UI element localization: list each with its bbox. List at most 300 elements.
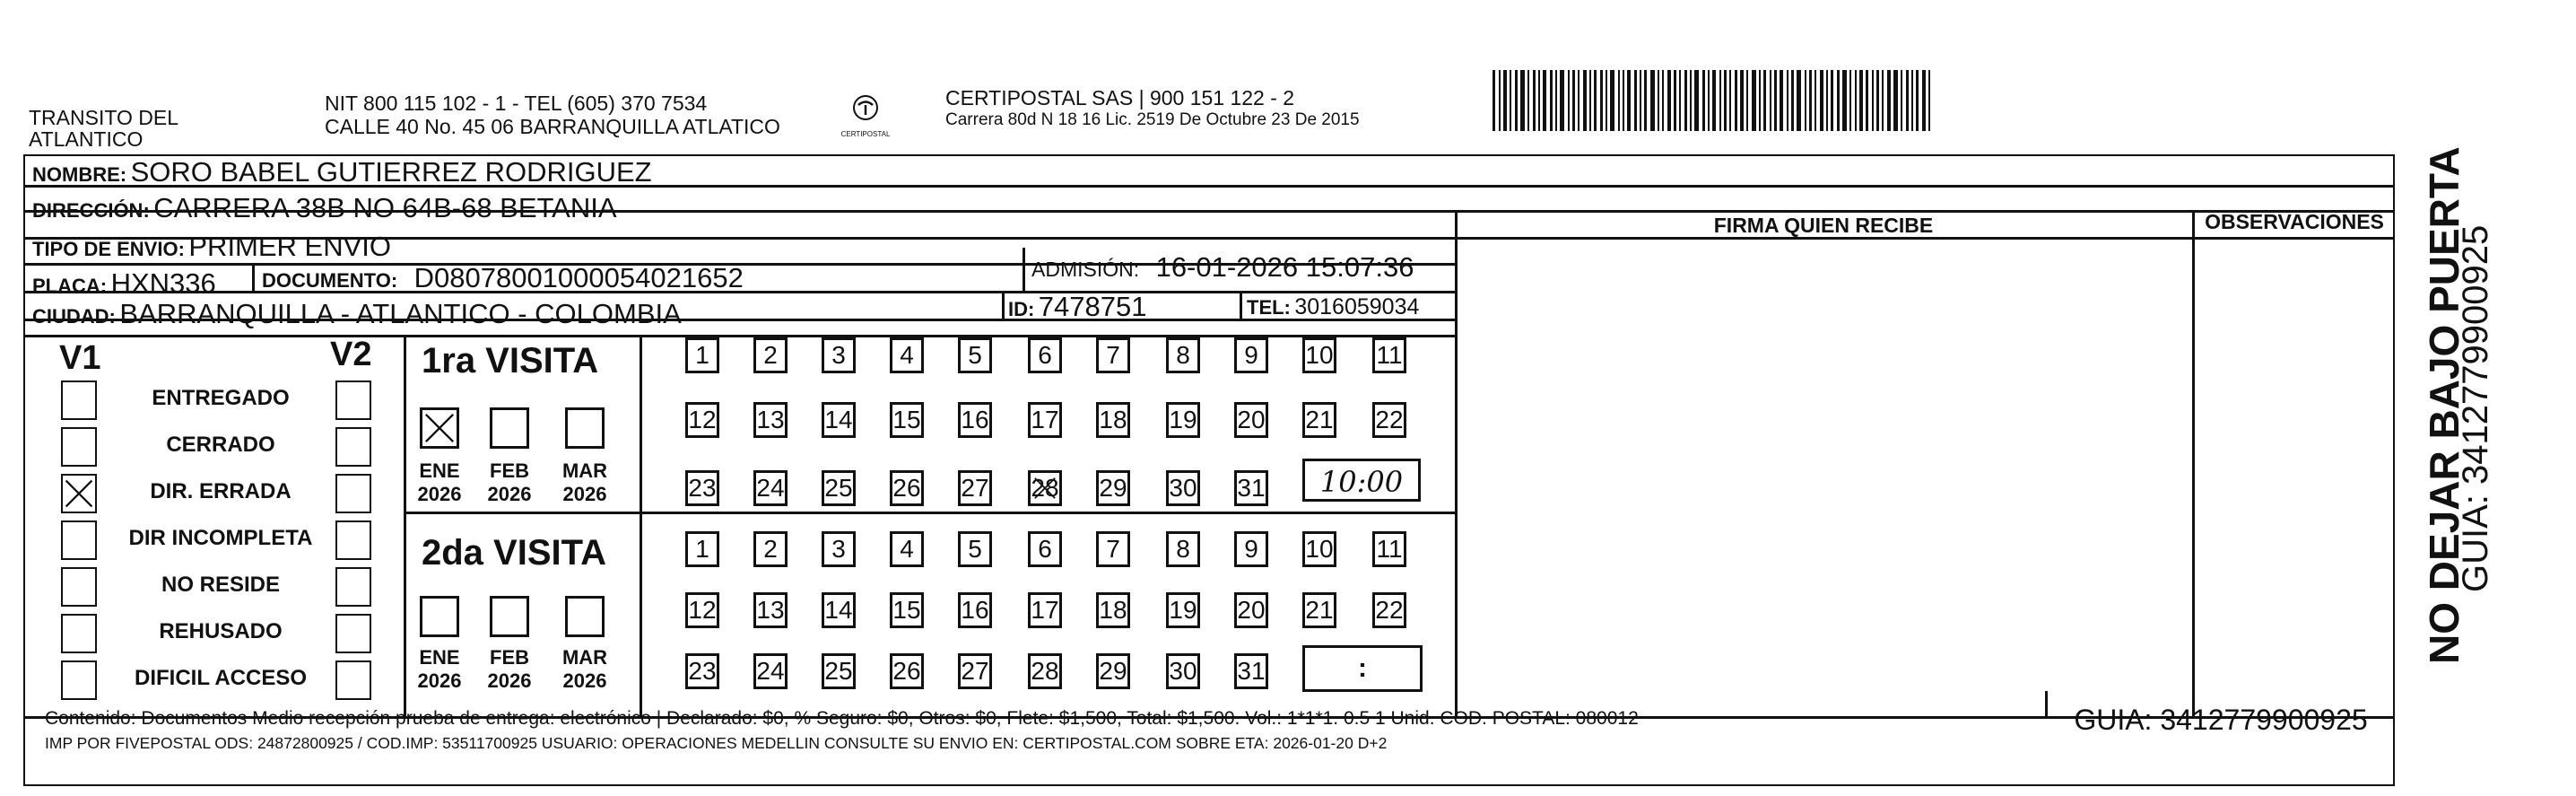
barcode-bar [1644,70,1647,131]
certipostal-logo-icon [834,90,897,144]
barcode-bar [1729,70,1731,131]
day-box[interactable] [822,531,856,567]
tel-value: 3016059034 [1294,294,1420,319]
v2-checkbox[interactable] [335,474,371,513]
barcode-bar [1922,70,1926,131]
day-number: 14 [824,596,853,624]
day-number: 27 [961,657,989,685]
day-box[interactable] [753,653,788,689]
day-number: 10 [1305,535,1334,563]
day-box[interactable] [958,592,992,628]
barcode-bar [1690,70,1692,131]
license-line: Carrera 80d N 18 16 Lic. 2519 De Octubre 23 De 2015 [945,110,1360,129]
day-box[interactable] [1096,402,1130,438]
barcode-bar [1763,70,1766,131]
rule [1023,248,1025,293]
month-checkbox[interactable] [490,407,529,449]
cross-mark-icon [63,476,95,512]
day-box[interactable] [753,337,788,373]
barcode-bar [1797,70,1801,131]
day-number: 3 [831,535,846,563]
barcode-bar [1662,70,1664,131]
tel-label: TEL: [1247,296,1291,319]
barcode-bar [1849,70,1851,131]
month-label [560,646,610,694]
barcode-bar [1855,70,1857,131]
day-number: 1 [695,535,709,563]
status-option-label: CERRADO [166,433,275,457]
signature-area[interactable] [1458,241,2190,716]
day-box[interactable] [1028,592,1062,628]
month-name: MAR [561,459,608,482]
day-number: 11 [1376,341,1403,369]
barcode-bar [1719,70,1721,131]
barcode-bar [1533,70,1536,131]
v1-checkbox[interactable] [61,520,97,560]
barcode-bar [1634,70,1637,131]
barcode-bar [1650,70,1655,131]
v2-checkbox[interactable] [335,381,371,420]
admision-label: ADMISIÓN: [1031,258,1140,281]
barcode-bar [1578,70,1580,131]
no-dejar-bajo-puerta: NO DEJAR BAJO PUERTA [2421,146,2467,664]
month-label [484,459,535,507]
barcode-bar [1815,70,1816,131]
day-number: 31 [1237,657,1266,685]
barcode [1493,70,1933,131]
barcode-bar [1568,70,1570,131]
day-box[interactable] [890,470,924,506]
day-number: 9 [1244,535,1258,563]
second-visit-time-box[interactable] [1302,645,1423,692]
tel-row [1247,296,1419,319]
day-box[interactable] [685,402,719,438]
day-box[interactable] [685,470,719,506]
day-box[interactable] [1028,337,1062,373]
day-box[interactable] [1234,531,1268,567]
day-number: 28 [1031,657,1059,685]
day-box[interactable] [1302,592,1336,628]
id-label: ID: [1008,298,1035,320]
day-box[interactable] [822,402,856,438]
day-number: 18 [1099,596,1127,624]
direccion-row [32,194,617,222]
barcode-bar [1746,70,1748,131]
day-number: 14 [824,406,853,433]
barcode-bar [1560,70,1564,131]
barcode-bar [1787,70,1788,131]
v1-label: V1 [59,339,101,377]
barcode-bar [1708,70,1710,131]
barcode-bar [1527,70,1529,131]
day-number: 13 [756,596,785,624]
barcode-bar [1589,70,1591,131]
day-box[interactable] [822,470,856,506]
observaciones-area[interactable] [2196,241,2393,716]
barcode-bar [1759,70,1761,131]
first-visit-title: 1ra VISITA [422,341,599,381]
day-number: 3 [831,341,846,369]
day-box[interactable] [1302,531,1336,567]
month-name: FEB [490,459,529,482]
month-checkbox[interactable] [420,407,459,449]
day-box[interactable] [958,337,992,373]
rule [1455,210,1458,718]
month-year: 2026 [562,669,607,693]
day-number: 8 [1176,341,1190,369]
day-number: 31 [1237,474,1266,502]
day-number: 30 [1169,657,1197,685]
day-number: 24 [756,657,785,685]
barcode-bar [1831,70,1833,131]
day-number: 8 [1176,535,1190,563]
status-option-label: DIFICIL ACCESO [134,666,307,690]
barcode-bar [1538,70,1540,131]
day-number: 24 [756,474,785,502]
day-number: 6 [1038,341,1052,369]
day-box[interactable] [753,531,788,567]
day-box[interactable] [1302,402,1336,438]
day-box[interactable] [1372,402,1406,438]
side-guia: GUIA: 3412779900925 [2456,224,2495,592]
barcode-bar [1809,70,1812,131]
barcode-bar [1780,70,1783,131]
contenido-line: Contenido: Documentos Medio recepción prueba de entrega: electrónico | Declarado: $0, % Seguro: $0, Otros: $0, Flete: $1,500, Total: $1,500. Vol.: 1*1*1. 0.5 1 Unid. COD. POSTAL: 080012 [45,708,1639,729]
firma-label: FIRMA QUIEN RECIBE [1713,214,1934,237]
day-number: 29 [1099,657,1127,685]
month-year: 2026 [417,483,462,506]
month-name: MAR [561,646,608,669]
company-line: CERTIPOSTAL SAS | 900 151 122 - 2 [945,86,1295,109]
month-year: 2026 [562,483,607,506]
day-box[interactable] [822,653,856,689]
id-row [1008,293,1146,320]
barcode-bar [1859,70,1863,131]
second-visit-title: 2da VISITA [422,533,606,573]
day-number: 25 [824,474,853,502]
month-checkbox[interactable] [490,596,529,637]
day-number: 16 [961,406,989,433]
imp-line: IMP POR FIVEPOSTAL ODS: 24872800925 / COD.IMP: 53511700925 USUARIO: OPERACIONES MEDELLIN CONSULTE SU ENVIO EN: CERTIPOSTAL.COM SOBRE ETA: 2026-01-20 D+2 [45,734,1388,752]
day-box[interactable] [685,653,719,689]
barcode-bar [1594,70,1597,131]
day-box[interactable] [1096,337,1130,373]
id-value: 7478751 [1038,291,1147,322]
barcode-bar [1752,70,1756,131]
day-number: 2 [763,341,778,369]
barcode-bar [1791,70,1794,131]
day-box[interactable] [1096,531,1130,567]
day-box[interactable] [1234,653,1268,689]
day-box[interactable] [1166,592,1200,628]
day-number: 1 [695,341,709,369]
org-name-line2: ATLANTICO [29,127,144,151]
day-box[interactable] [890,653,924,689]
direccion-label: DIRECCIÓN: [32,199,150,222]
ciudad-row [32,300,682,328]
barcode-bar [1627,70,1631,131]
day-number: 18 [1099,406,1127,433]
day-number: 29 [1099,474,1127,502]
day-box[interactable] [685,337,719,373]
org-name-line1: TRANSITO DEL [29,106,178,129]
tipo-envio-value: PRIMER ENVIO [188,231,392,262]
day-box[interactable] [1028,531,1062,567]
day-box[interactable] [1166,402,1200,438]
month-label [414,459,465,507]
day-box[interactable] [753,592,788,628]
month-name: ENE [419,646,460,669]
day-box[interactable] [1234,337,1268,373]
day-box[interactable] [822,592,856,628]
v2-checkbox[interactable] [335,614,371,653]
ciudad-label: CIUDAD: [32,305,116,328]
barcode-bar [1674,70,1676,131]
month-name: ENE [419,459,460,482]
barcode-bar [1694,70,1699,131]
status-option-label: DIR. ERRADA [150,479,292,503]
month-label [414,646,465,694]
rule [1240,291,1242,320]
barcode-bar [1520,70,1525,131]
month-checkbox[interactable] [565,596,605,637]
day-number: 5 [968,341,982,369]
barcode-bar [1583,70,1587,131]
v2-checkbox[interactable] [335,567,371,607]
day-number: 6 [1038,535,1052,563]
barcode-bar [1623,70,1624,131]
documento-label: DOCUMENTO: [262,269,398,292]
barcode-bar [1515,70,1518,131]
barcode-bar [1820,70,1823,131]
status-option-label: ENTREGADO [152,386,290,410]
day-box[interactable] [890,337,924,373]
v1-checkbox[interactable] [61,381,97,420]
v2-checkbox[interactable] [335,520,371,560]
placa-value: HXN336 [110,267,216,299]
day-box[interactable] [1166,470,1200,506]
barcode-bar [1684,70,1687,131]
barcode-bar [1893,70,1898,131]
first-visit-time: 10:00 [1319,465,1404,499]
v2-checkbox[interactable] [335,660,371,700]
documento-value: D08078001000054021652 [413,262,744,293]
tipo-envio-label: TIPO DE ENVIO: [32,238,185,260]
day-number: 21 [1305,406,1334,433]
tipo-envio-row [32,232,391,260]
barcode-bar [1606,70,1607,131]
barcode-bar [1928,70,1930,131]
day-box[interactable] [685,592,719,628]
v2-label: V2 [330,336,372,373]
rule [2192,210,2195,718]
day-number: 16 [961,596,989,624]
day-box[interactable] [753,402,788,438]
day-number: 4 [900,535,914,563]
day-number: 19 [1169,596,1197,624]
barcode-bar [1510,70,1511,131]
footer-guia: GUIA: 3412779900925 [2074,704,2368,736]
v2-checkbox[interactable] [335,427,371,467]
barcode-bar [1866,70,1868,131]
day-box[interactable] [958,470,992,506]
day-box[interactable] [890,402,924,438]
day-number: 2 [763,535,778,563]
day-box[interactable] [1096,470,1130,506]
barcode-bar [1658,70,1659,131]
day-box[interactable] [1166,531,1200,567]
barcode-bar [1770,70,1771,131]
admision-row [1031,253,1414,281]
month-label [560,459,610,507]
day-number: 17 [1031,406,1059,433]
second-visit-time: : [1358,653,1367,683]
v1-checkbox[interactable] [61,427,97,467]
v1-checkbox[interactable] [61,567,97,607]
barcode-bar [1911,70,1913,131]
v1-checkbox[interactable] [61,614,97,653]
nombre-value: SORO BABEL GUTIERREZ RODRIGUEZ [130,156,652,188]
cross-mark-icon [1032,475,1057,502]
month-year: 2026 [487,669,532,693]
day-number: 13 [756,406,785,433]
day-number: 7 [1106,535,1120,563]
cross-mark-icon [422,410,457,446]
day-box[interactable] [1234,470,1268,506]
day-box[interactable] [1372,337,1406,373]
v1-checkbox[interactable] [61,474,97,513]
rule [252,263,255,293]
day-box[interactable] [890,592,924,628]
day-box[interactable] [1372,592,1406,628]
placa-row [32,269,216,297]
day-box[interactable] [1166,337,1200,373]
barcode-bar [1724,70,1727,131]
day-number: 21 [1305,596,1334,624]
barcode-bar [1916,70,1919,131]
barcode-bar [1740,70,1744,131]
day-number: 20 [1237,596,1266,624]
day-box[interactable] [1302,337,1336,373]
barcode-bar [1640,70,1641,131]
day-box[interactable] [1096,592,1130,628]
barcode-bar [1493,70,1495,131]
day-box[interactable] [958,531,992,567]
day-number: 7 [1106,341,1120,369]
day-box[interactable] [1028,653,1062,689]
month-name: FEB [490,646,529,669]
barcode-bar [1667,70,1671,131]
rule [1455,237,2395,240]
barcode-bar [1555,70,1557,131]
day-number: 22 [1375,596,1404,624]
day-box[interactable] [958,653,992,689]
nombre-row [32,158,652,186]
day-box[interactable] [822,337,856,373]
barcode-bar [1882,70,1884,131]
day-cross-mark [1032,475,1057,502]
day-box[interactable] [1372,531,1406,567]
day-box[interactable] [958,402,992,438]
day-number: 10 [1305,341,1334,369]
placa-label: PLACA: [32,275,108,297]
day-number: 22 [1375,406,1404,433]
month-label [484,646,535,694]
barcode-bar [1901,70,1902,131]
barcode-bar [1618,70,1620,131]
day-number: 12 [688,406,717,433]
barcode-bar [1503,70,1507,131]
barcode-bar [1805,70,1806,131]
day-box[interactable] [890,531,924,567]
barcode-bar [1712,70,1716,131]
day-box[interactable] [1166,653,1200,689]
barcode-bar [1774,70,1777,131]
day-number: 9 [1244,341,1258,369]
barcode-bar [1679,70,1681,131]
barcode-bar [1572,70,1575,131]
rule [1002,291,1005,320]
rule [404,512,1457,514]
admision-value: 16-01-2026 15:07:36 [1155,251,1414,283]
day-box[interactable] [685,531,719,567]
barcode-bar [1610,70,1614,131]
day-box[interactable] [1096,653,1130,689]
month-checkbox[interactable] [420,596,459,637]
day-number: 12 [688,596,717,624]
day-box[interactable] [753,470,788,506]
day-box[interactable] [1234,402,1268,438]
status-option-label: REHUSADO [159,619,283,643]
barcode-bar [1543,70,1546,131]
day-box[interactable] [1028,402,1062,438]
barcode-bar [1600,70,1603,131]
svg-text:CERTIPOSTAL: CERTIPOSTAL [840,130,891,138]
direccion-value: CARRERA 38B NO 64B-68 BETANIA [153,192,617,223]
month-checkbox[interactable] [565,407,605,449]
day-number: 19 [1169,406,1197,433]
day-box[interactable] [1234,592,1268,628]
month-year: 2026 [487,483,532,506]
barcode-bar [1499,70,1501,131]
day-number: 28 [1031,474,1059,502]
day-number: 25 [824,657,853,685]
certipostal-logo [834,90,897,144]
rule [640,335,642,718]
v1-checkbox[interactable] [61,660,97,700]
day-number: 23 [688,474,717,502]
day-number: 5 [968,535,982,563]
barcode-bar [1872,70,1874,131]
day-number: 26 [892,474,921,502]
barcode-bar [1842,70,1847,131]
status-option-label: NO RESIDE [161,573,281,597]
barcode-bar [1702,70,1705,131]
observaciones-label: OBSERVACIONES [2205,210,2384,233]
ciudad-value: BARRANQUILLA - ATLANTICO - COLOMBIA [119,298,682,329]
rule [404,335,406,718]
day-box[interactable] [1028,470,1062,506]
barcode-bar [1550,70,1553,131]
barcode-bar [1906,70,1909,131]
barcode-bar [1876,70,1879,131]
nombre-label: NOMBRE: [32,163,127,186]
barcode-bar [1887,70,1891,131]
day-number: 20 [1237,406,1266,433]
first-visit-time-box[interactable] [1302,459,1421,502]
barcode-bar [1826,70,1828,131]
status-option-label: DIR INCOMPLETA [128,526,313,550]
